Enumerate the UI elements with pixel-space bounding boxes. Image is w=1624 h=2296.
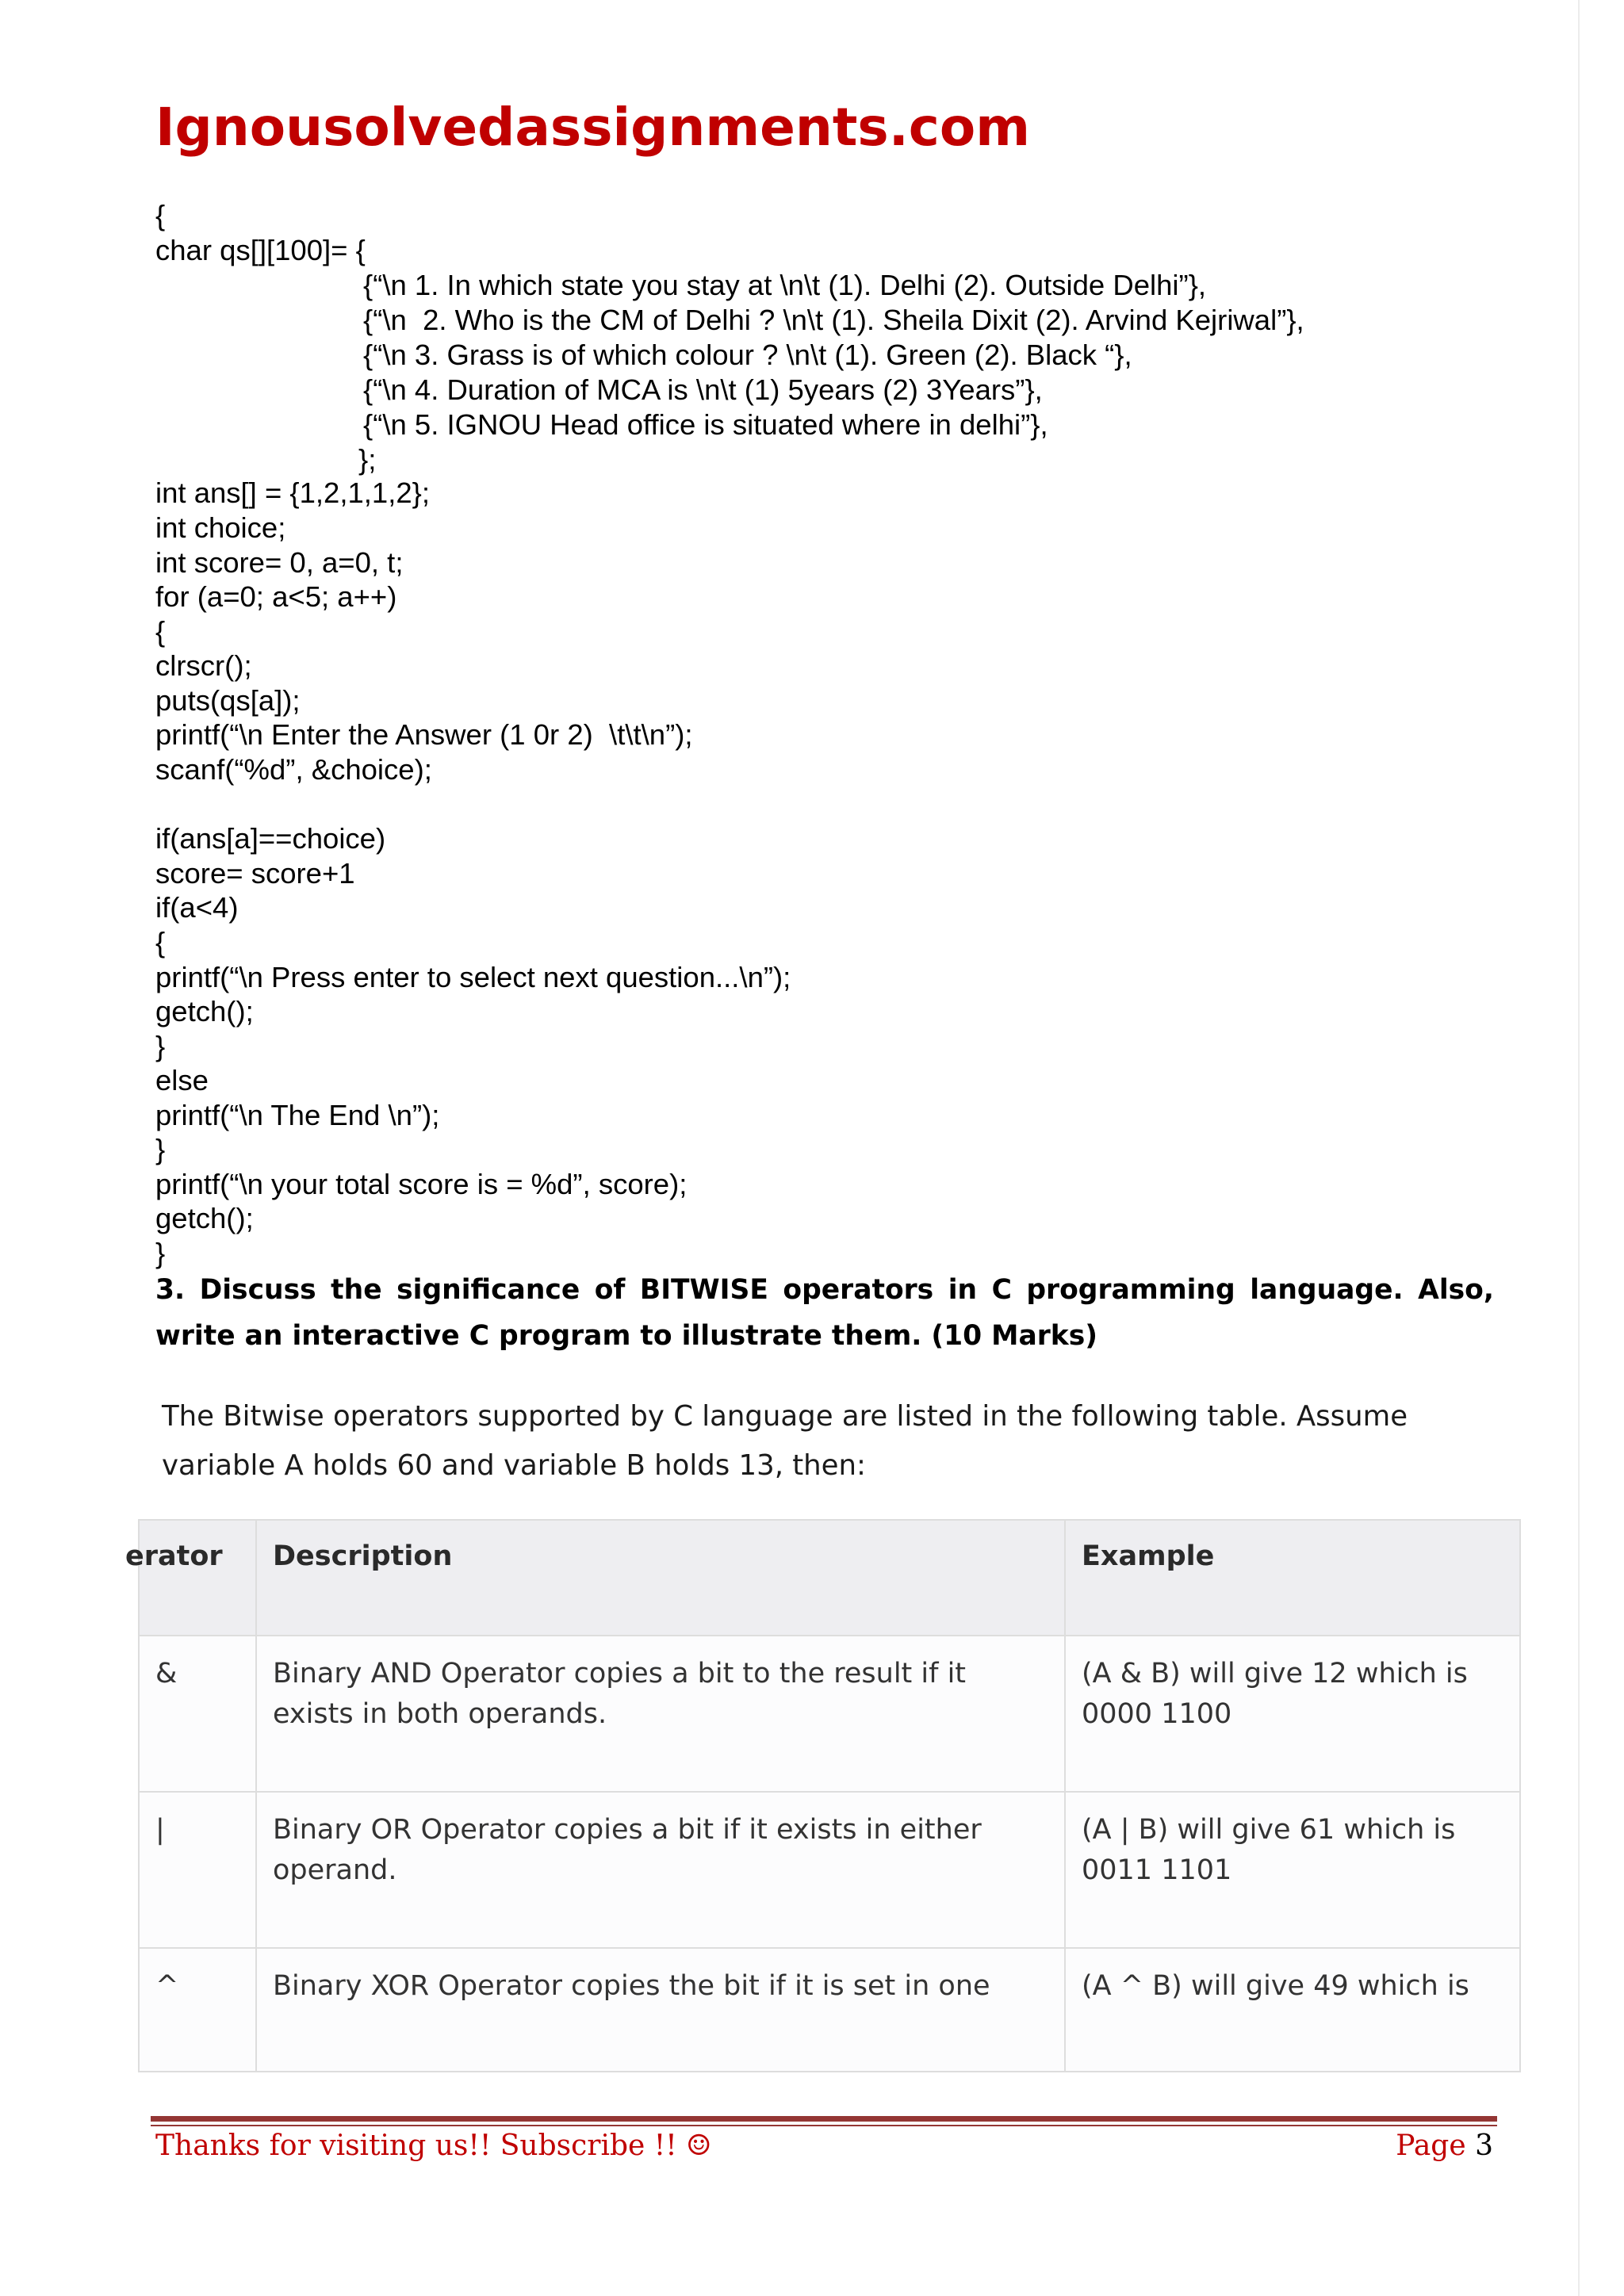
code-line: {“\n 2. Who is the CM of Delhi ? \n\t (1). Sheila Dixit (2). Arvind Kejriwal”}, bbox=[363, 304, 1304, 336]
description-cell: Binary OR Operator copies a bit if it exists in either operand. bbox=[256, 1792, 1065, 1948]
code-line: { bbox=[155, 199, 166, 232]
code-line: char qs[][100]= { bbox=[155, 234, 366, 266]
code-line: score= score+1 bbox=[155, 857, 355, 890]
code-line: { bbox=[155, 615, 166, 648]
description-cell: Binary XOR Operator copies the bit if it is set in one bbox=[256, 1948, 1065, 2072]
code-line: int choice; bbox=[155, 511, 286, 544]
code-line: {“\n 3. Grass is of which colour ? \n\t (1). Green (2). Black “}, bbox=[363, 339, 1132, 371]
header-operator: erator bbox=[139, 1520, 256, 1636]
footer-divider-thin bbox=[151, 2125, 1497, 2126]
operator-cell: | bbox=[139, 1792, 256, 1948]
code-line: clrscr(); bbox=[155, 649, 252, 682]
code-line: {“\n 1. In which state you stay at \n\t (1). Delhi (2). Outside Delhi”}, bbox=[363, 269, 1207, 301]
code-line: {“\n 5. IGNOU Head office is situated where in delhi”}, bbox=[363, 408, 1048, 441]
code-line: if(ans[a]==choice) bbox=[155, 822, 386, 855]
operator-cell: ^ bbox=[139, 1948, 256, 2072]
code-line: printf(“\n Enter the Answer (1 0r 2) \t\t\n”); bbox=[155, 718, 693, 751]
code-line: }; bbox=[358, 443, 377, 476]
code-line: } bbox=[155, 1030, 166, 1062]
code-line: printf(“\n your total score is = %d”, score); bbox=[155, 1168, 688, 1200]
code-line: else bbox=[155, 1064, 209, 1096]
code-line: } bbox=[155, 1133, 166, 1165]
code-line: } bbox=[155, 1237, 166, 1269]
header-description: Description bbox=[256, 1520, 1065, 1636]
page-number-value: 3 bbox=[1475, 2130, 1493, 2162]
operator-cell: & bbox=[139, 1636, 256, 1792]
table-row bbox=[139, 1636, 1520, 1792]
table-row bbox=[139, 1948, 1520, 2072]
footer-thanks-text: Thanks for visiting us!! Subscribe !! ☺ bbox=[155, 2130, 712, 2162]
example-cell: (A | B) will give 61 which is 0011 1101 bbox=[1065, 1792, 1520, 1948]
code-line: {“\n 4. Duration of MCA is \n\t (1) 5years (2) 3Years”}, bbox=[363, 373, 1043, 406]
example-cell: (A ^ B) will give 49 which is bbox=[1065, 1948, 1520, 2072]
code-line: getch(); bbox=[155, 995, 254, 1027]
footer-divider bbox=[151, 2116, 1497, 2122]
code-line: scanf(“%d”, &choice); bbox=[155, 753, 432, 786]
page-number bbox=[1396, 2130, 1493, 2162]
description-cell: Binary AND Operator copies a bit to the result if it exists in both operands. bbox=[256, 1636, 1065, 1792]
code-line: for (a=0; a<5; a++) bbox=[155, 580, 397, 613]
code-line: int score= 0, a=0, t; bbox=[155, 546, 404, 579]
question-heading: 3. Discuss the significance of BITWISE operators in C programming language. Also, write an interactive C program to illustrate them. (10 Marks) bbox=[155, 1274, 1494, 1352]
table-row bbox=[139, 1792, 1520, 1948]
site-title: Ignousolvedassignments.com bbox=[155, 97, 1031, 158]
code-line: printf(“\n Press enter to select next question...\n”); bbox=[155, 961, 791, 993]
intro-paragraph: The Bitwise operators supported by C language are listed in the following table. Assume variable A holds 60 and variable B holds 13, then: bbox=[162, 1400, 1408, 1482]
code-line: printf(“\n The End \n”); bbox=[155, 1099, 440, 1131]
code-line: if(a<4) bbox=[155, 891, 239, 924]
page-edge-rule bbox=[1578, 0, 1580, 2296]
code-line: { bbox=[155, 926, 166, 959]
page-label: Page bbox=[1396, 2130, 1466, 2162]
bitwise-operators-table-container bbox=[125, 1519, 1519, 2071]
code-line: puts(qs[a]); bbox=[155, 684, 301, 717]
table-header-row bbox=[139, 1520, 1520, 1636]
example-cell: (A & B) will give 12 which is 0000 1100 bbox=[1065, 1636, 1520, 1792]
code-line: getch(); bbox=[155, 1202, 254, 1234]
header-example: Example bbox=[1065, 1520, 1520, 1636]
code-line: int ans[] = {1,2,1,1,2}; bbox=[155, 476, 431, 509]
bitwise-operators-table bbox=[125, 1519, 1521, 2072]
